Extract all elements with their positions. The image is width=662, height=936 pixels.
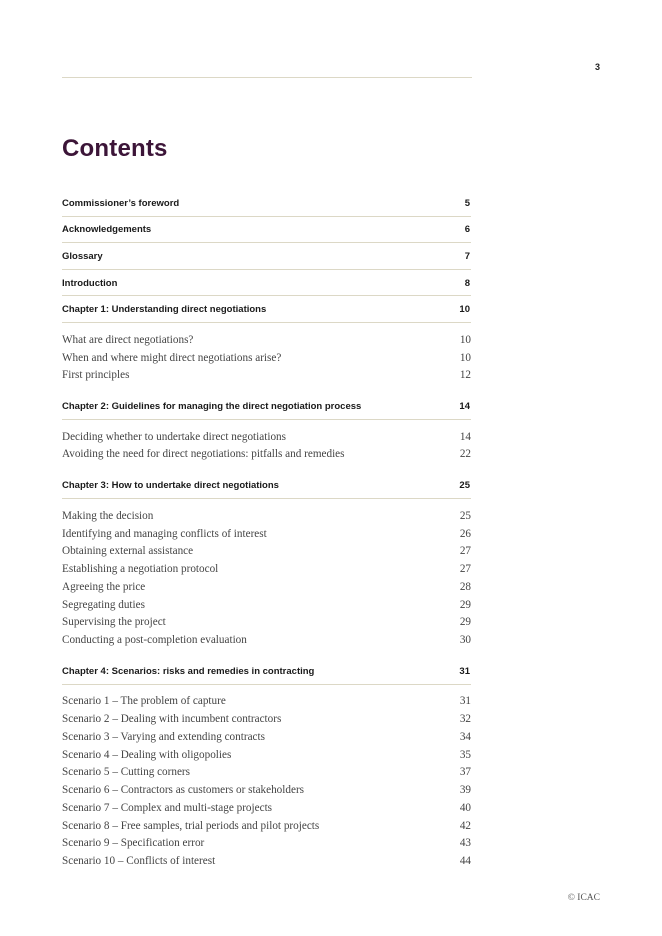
toc-item[interactable] [62, 693, 471, 711]
toc-chapter-items [62, 420, 471, 473]
toc-entry-page: 5 [464, 197, 470, 209]
toc-item-page: 28 [459, 580, 471, 593]
toc-item-page: 22 [459, 448, 471, 461]
toc-item-page: 40 [459, 801, 471, 814]
toc-item[interactable] [62, 349, 471, 367]
toc-item-label: Scenario 5 – Cutting corners [62, 766, 191, 779]
toc-item[interactable] [62, 366, 471, 384]
toc-entry-page: 31 [459, 665, 470, 677]
toc-item-label: When and where might direct negotiations arise? [62, 351, 282, 364]
toc-item-page: 27 [459, 563, 471, 576]
toc-chapter-heading[interactable] [62, 296, 471, 323]
toc-item[interactable] [62, 596, 471, 614]
toc-chapter-items [62, 685, 471, 880]
toc-entry-label: Chapter 3: How to undertake direct negotiations [62, 480, 279, 492]
toc-item-label: First principles [62, 369, 130, 382]
toc-entry-label: Chapter 4: Scenarios: risks and remedies in contracting [62, 665, 315, 677]
toc-item-label: Scenario 2 – Dealing with incumbent contractors [62, 713, 282, 726]
toc-item-label: Agreeing the price [62, 580, 146, 593]
toc-item-label: Supervising the project [62, 616, 166, 629]
toc-item-page: 37 [459, 766, 471, 779]
toc-item-page: 44 [459, 855, 471, 868]
toc-item-label: Scenario 9 – Specification error [62, 837, 205, 850]
toc-item-page: 10 [459, 333, 471, 346]
toc-entry[interactable] [62, 243, 471, 270]
toc-item-label: Obtaining external assistance [62, 545, 194, 558]
toc-chapter-items [62, 499, 471, 658]
toc-chapter-items [62, 323, 471, 393]
toc-chapter-heading[interactable] [62, 658, 471, 685]
header-rule [62, 77, 472, 78]
table-of-contents [62, 190, 471, 879]
toc-item-page: 25 [459, 509, 471, 522]
toc-entry-page: 14 [459, 401, 470, 413]
toc-entry-page: 6 [464, 224, 470, 236]
toc-item[interactable] [62, 560, 471, 578]
toc-item[interactable] [62, 710, 471, 728]
toc-item[interactable] [62, 631, 471, 649]
toc-entry-label: Chapter 2: Guidelines for managing the direct negotiation process [62, 401, 362, 413]
toc-chapter-heading[interactable] [62, 393, 471, 420]
toc-entry-label: Chapter 1: Understanding direct negotiations [62, 304, 267, 316]
toc-chapter-heading[interactable] [62, 472, 471, 499]
toc-item-page: 39 [459, 784, 471, 797]
toc-entry-page: 8 [464, 277, 470, 289]
toc-item[interactable] [62, 507, 471, 525]
toc-item[interactable] [62, 428, 471, 446]
toc-item-page: 30 [459, 634, 471, 647]
toc-item-page: 29 [459, 598, 471, 611]
toc-item-page: 43 [459, 837, 471, 850]
toc-item-label: Establishing a negotiation protocol [62, 563, 219, 576]
toc-item-label: Scenario 3 – Varying and extending contracts [62, 730, 265, 743]
toc-item-label: Making the decision [62, 509, 154, 522]
toc-item-label: Avoiding the need for direct negotiations: pitfalls and remedies [62, 448, 345, 461]
toc-item[interactable] [62, 764, 471, 782]
toc-item-page: 31 [459, 695, 471, 708]
toc-item[interactable] [62, 817, 471, 835]
toc-item[interactable] [62, 746, 471, 764]
toc-item-page: 14 [459, 430, 471, 443]
copyright-footer: © ICAC [567, 893, 600, 903]
toc-entry[interactable] [62, 270, 471, 297]
toc-entry-label: Glossary [62, 250, 103, 262]
toc-item-label: Scenario 10 – Conflicts of interest [62, 855, 216, 868]
toc-item-page: 42 [459, 819, 471, 832]
toc-item-page: 12 [459, 369, 471, 382]
toc-item-page: 34 [459, 730, 471, 743]
toc-item-page: 26 [459, 527, 471, 540]
toc-item-label: Segregating duties [62, 598, 145, 611]
toc-item[interactable] [62, 542, 471, 560]
toc-item-label: Identifying and managing conflicts of interest [62, 527, 267, 540]
toc-item[interactable] [62, 728, 471, 746]
toc-item-label: What are direct negotiations? [62, 333, 194, 346]
toc-entry-label: Introduction [62, 277, 118, 289]
toc-entry[interactable] [62, 217, 471, 244]
toc-item-page: 10 [459, 351, 471, 364]
toc-entry-label: Commissioner’s foreword [62, 197, 180, 209]
page-number: 3 [594, 62, 600, 72]
toc-item[interactable] [62, 331, 471, 349]
toc-item-page: 29 [459, 616, 471, 629]
page-title: Contents [62, 135, 168, 162]
toc-item[interactable] [62, 613, 471, 631]
toc-item-page: 35 [459, 748, 471, 761]
toc-item-label: Deciding whether to undertake direct negotiations [62, 430, 286, 443]
toc-item[interactable] [62, 799, 471, 817]
toc-entry-label: Acknowledgements [62, 224, 152, 236]
toc-item-page: 27 [459, 545, 471, 558]
toc-item-label: Scenario 1 – The problem of capture [62, 695, 226, 708]
toc-entry-page: 7 [464, 250, 470, 262]
toc-item-label: Scenario 4 – Dealing with oligopolies [62, 748, 232, 761]
toc-item-page: 32 [459, 713, 471, 726]
toc-item-label: Scenario 7 – Complex and multi-stage projects [62, 801, 273, 814]
toc-item[interactable] [62, 446, 471, 464]
toc-entry-page: 25 [459, 480, 470, 492]
toc-item[interactable] [62, 781, 471, 799]
toc-item[interactable] [62, 578, 471, 596]
toc-item[interactable] [62, 525, 471, 543]
toc-entry-page: 10 [459, 304, 470, 316]
toc-item-label: Conducting a post-completion evaluation [62, 634, 247, 647]
toc-item-label: Scenario 8 – Free samples, trial periods and pilot projects [62, 819, 320, 832]
toc-item-label: Scenario 6 – Contractors as customers or stakeholders [62, 784, 305, 797]
toc-item[interactable] [62, 852, 471, 870]
toc-entry[interactable] [62, 190, 471, 217]
toc-item[interactable] [62, 835, 471, 853]
